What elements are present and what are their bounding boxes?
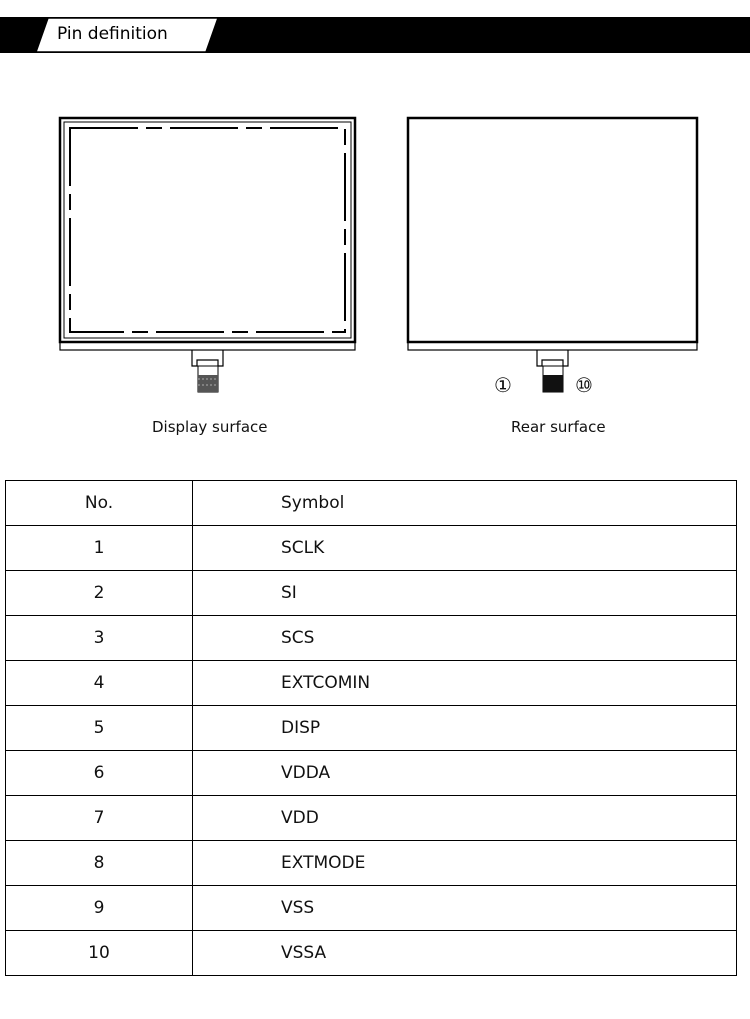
table-row xyxy=(6,796,737,841)
pin-symbol-cell: EXTCOMIN xyxy=(193,661,737,706)
pin-number-cell: 2 xyxy=(6,571,193,616)
table-row xyxy=(6,706,737,751)
pin-symbol-cell: VSS xyxy=(193,886,737,931)
table-row xyxy=(6,526,737,571)
pin-number-cell: 5 xyxy=(6,706,193,751)
pin-number-cell: 4 xyxy=(6,661,193,706)
pin-number-cell: 7 xyxy=(6,796,193,841)
table-row xyxy=(6,931,737,976)
pin-symbol-cell: EXTMODE xyxy=(193,841,737,886)
pin-definition-table xyxy=(5,480,737,976)
pin-number-cell: 8 xyxy=(6,841,193,886)
pin-symbol-cell: DISP xyxy=(193,706,737,751)
table-header-row xyxy=(6,481,737,526)
display-surface-drawing xyxy=(55,110,360,410)
table-body xyxy=(6,526,737,976)
column-header-symbol: Symbol xyxy=(193,481,737,526)
pin-symbol-cell: SCS xyxy=(193,616,737,661)
table-row xyxy=(6,661,737,706)
table-row xyxy=(6,841,737,886)
pin-symbol-cell: SI xyxy=(193,571,737,616)
section-title: Pin definition xyxy=(57,24,168,44)
pin-symbol-cell: VSSA xyxy=(193,931,737,976)
pin-1-marker: ① xyxy=(494,373,512,397)
table-row xyxy=(6,616,737,661)
display-surface-caption: Display surface xyxy=(152,418,268,436)
pin-number-cell: 9 xyxy=(6,886,193,931)
pin-symbol-cell: VDDA xyxy=(193,751,737,796)
pin-symbol-cell: SCLK xyxy=(193,526,737,571)
pin-number-cell: 10 xyxy=(6,931,193,976)
pin-number-cell: 6 xyxy=(6,751,193,796)
table-row xyxy=(6,751,737,796)
pin-10-marker: ⑩ xyxy=(575,373,593,397)
pin-symbol-cell: VDD xyxy=(193,796,737,841)
rear-surface-caption: Rear surface xyxy=(511,418,606,436)
rear-surface-drawing xyxy=(400,110,705,410)
table-row xyxy=(6,886,737,931)
pin-number-cell: 3 xyxy=(6,616,193,661)
table-row xyxy=(6,571,737,616)
pin-number-cell: 1 xyxy=(6,526,193,571)
column-header-no: No. xyxy=(6,481,193,526)
